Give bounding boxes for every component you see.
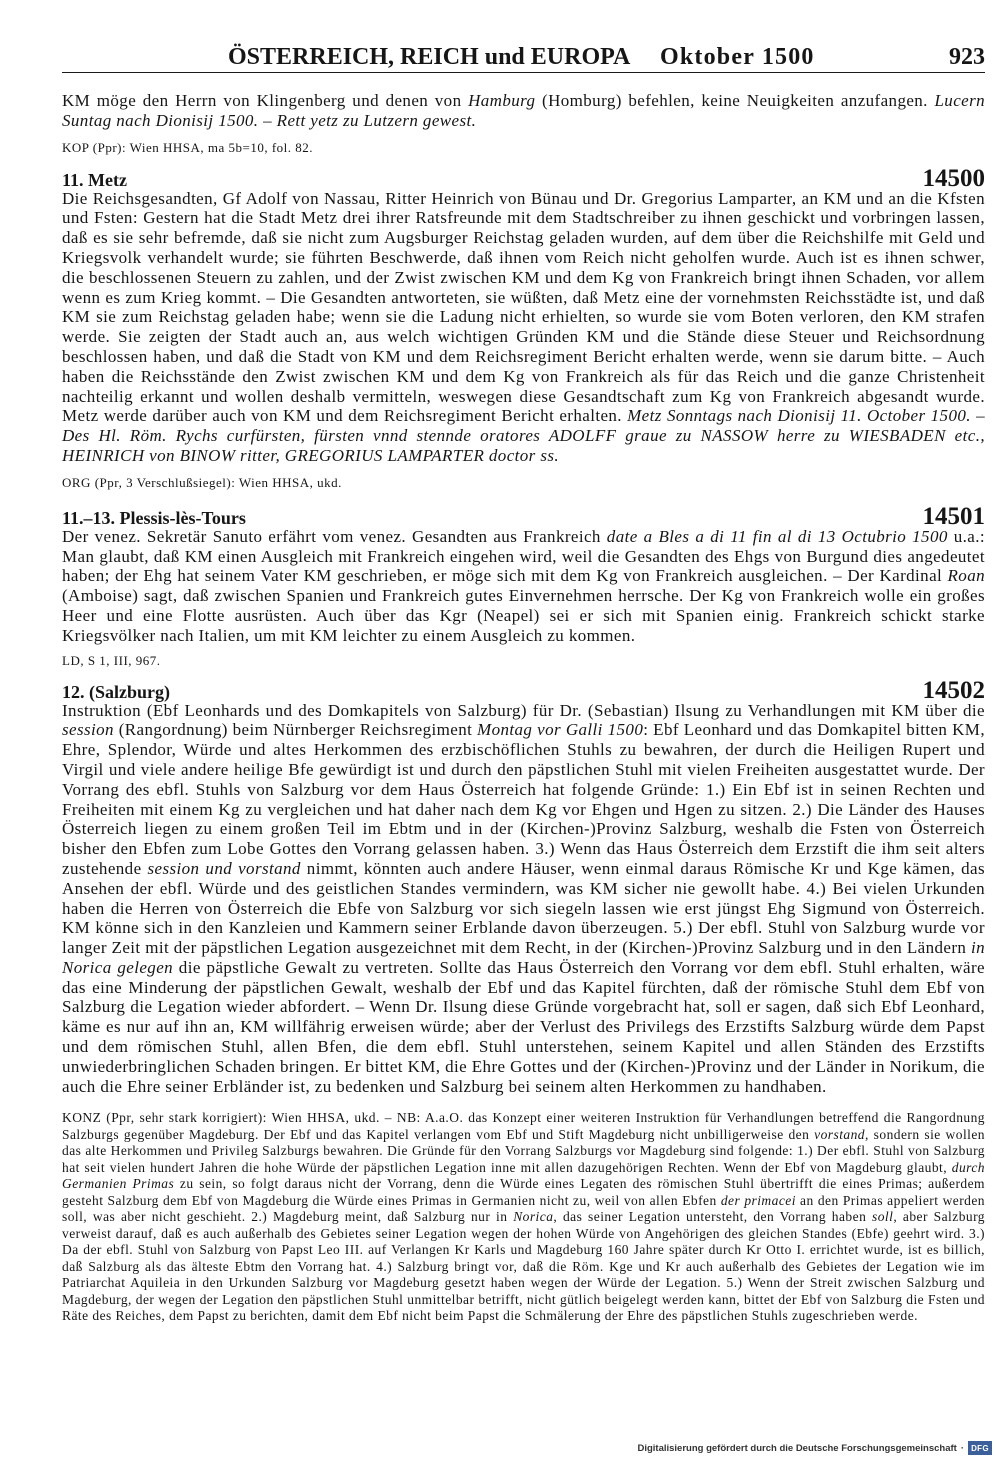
entry-number: 14501 [922, 502, 985, 530]
italic-text-run: session [62, 720, 114, 740]
text-run: nimmt, könnten auch andere Häuser, wenn einmal daraus Römische Kr und Kge kämen, das Ansehen der ebfl. Würde und des geistlichen Standes vermindern, was KM sicher nie gewollt habe. 4.) Bei vielen Urkunden haben die Herren von Österreich die Ebfe von Salzburg vor sich siegeln lassen wie erst jüngst Ehg Sigmund von Österreich. KM könne sich in den Kanzleien und Kammern seiner Erblande davon überzeugen. 5.) Der ebfl. Stuhl von Salzburg wurde vor langer Zeit mit der päpstlichen Legation ausgezeichnet mit dem Recht, in der (Kirchen-)Provinz Salzburg und in den Ländern [62, 858, 985, 958]
text-run: an den Primas appeliert werden soll, was aber nicht geschieht. 2.) Magdeburg meint, daß Salzburg nur in [62, 1192, 986, 1225]
page-number: 923 [949, 44, 985, 70]
text-run: u.a.: Man glaubt, daß KM einen Ausgleich mit Frankreich eingehen wird, weil die Gesandten des Ehgs von Burgund dies angedeutet haben; der Ehg hat seinem Vater KM geschrieben, er möge sich mit dem Kg von Frankreich ausgleichen. – Der Kardinal [62, 526, 985, 586]
funding-footer [637, 1441, 992, 1455]
italic-text-run: Hamburg [468, 91, 536, 110]
entry-date-place: 11. Metz [62, 169, 127, 190]
italic-text-run: durch Germanien Primas [62, 1159, 985, 1192]
text-run: (Amboise) sagt, daß zwischen Spanien und Frankreich gutes Einvernehmen herrsche. Der Kg von Frankreich wolle ein großes Heer und eine Flotte ausrüsten. Auch über das Kgr (Neapel) sei er sich mit Spanien einig. Frankreich schickt starke Kriegsvölker nach Italien, um mit KM leichter zu einem Ausgleich zu kommen. [62, 586, 985, 645]
source-reference: LD, S 1, III, 967. [62, 652, 161, 668]
italic-text-run: Lucern Suntag nach Dionisij 1500. – Rett yetz zu Lutzern gewest. [62, 91, 985, 130]
italic-text-run: Roan [947, 566, 985, 586]
entry-text [62, 527, 985, 646]
italic-text-run: vorstand [814, 1126, 866, 1142]
italic-text-run: soll [872, 1209, 894, 1225]
text-run: Die Reichsgesandten, Gf Adolf von Nassau, Ritter Heinrich von Bünau und Dr. Gregorius Lamparter, an KM und an die Kfsten und Fsten: Gestern hat die Stadt Metz drei ihrer Ratsfreunde mit dem Stadtschreiber zu ihnen geschickt und vorbringen lassen, daß es sie sehr befremde, daß sie nicht zum Augsburger Reichstag geladen wurden, auf dem über die Reichshilfe mit Geld und Kriegsvolk verhandelt wurde; sie führten Beschwerde, daß ihnen vom Reich nicht geholfen wurde. Auch ist es ihnen schwer, die beschlossenen Steuern zu zahlen, und der Zwist zwischen KM und dem Kg von Frankreich bringt ihnen Schaden, vor allem wenn es zum Krieg kommt. – Die Gesandten antworteten, sie wüßten, daß Metz eine der vornehmsten Reichsstädte ist, und daß KM sie zum Reichstag geladen habe; wenn sie die Ladung nicht erhielten, so wurde sie vom Boten verloren, den KM strafen werde. Sie zeigten der Stadt auch an, aus welch wichtigen Gründen KM und die Stände diese Steuer und Reichsordnung beschlossen haben, und daß die Stadt von KM und dem Reichsregiment Bericht erhalten werde, wenn sie darum bitte. – Auch haben die Reichsstände den Zwist zwischen KM und dem Kg von Frankreich als für das Reich und die ganze Christenheit nachteilig erkannt und wollen deshalb vermitteln, weswegen diese Gesandtschaft zum Kg von Frankreich abgesandt wurde. Metz werde darüber auch von KM und dem Reichsregiment Bericht erhalten. [62, 188, 985, 426]
entry-heading [62, 164, 985, 192]
page-content [62, 91, 985, 1325]
italic-text-run: Metz Sonntags nach Dionisij 11. October 1500. – Des Hl. Röm. Rychs curfürsten, fürsten vnnd stennde oratores ADOLFF graue zu NASSOW herre zu WIESBADEN etc., HEINRICH von BINOW ritter, GREGORIUS LAMPARTER doctor ss. [62, 406, 985, 465]
text-run: Der venez. Sekretär Sanuto erfährt vom venez. Gesandten aus Frankreich [62, 526, 607, 546]
entry-text [62, 701, 985, 1097]
italic-text-run: date a Bles a di 11 fin al di 13 Octubrio 1500 [606, 526, 948, 546]
text-run: die päpstliche Gewalt zu vertreten. Sollte das Haus Österreich den Vorrang vor dem ebfl. Stuhl erhalten, wäre das eine Minderung der päpstlichen Gewalt, weshalb der Ebf und das Kapitel fürchten, daß der römische Stuhl dem Ebf von Salzburg die Legation wieder abfordert. – Wenn Dr. Ilsung diese Gründe vorgebracht hat, soll er sagen, daß sich Ebf Leonhard, käme es nur auf ihn an, KM willfährig erweisen würde; aber der Verlust des Privilegs des Erzstifts Salzburg würde dem Papst und dem römischen Stuhl, allen Bfen, die dem ebfl. Stuhl unterstehen, seinem Kapitel und allen Ständen des Erzstifts unwiederbringlichen Schaden bringen. Er bittet KM, die Ehre Gottes und der (Kirchen-)Provinz und der Länder in Norikum, die auch die Ehre seiner Erbländer ist, zu bedenken und Salzburg bei seinem alten Herkommen zu handhaben. [62, 957, 985, 1096]
text-run: (Rangordnung) beim Nürnberger Reichsregiment [113, 720, 478, 740]
dfg-logo-text: DFG [971, 1443, 989, 1453]
entry-text [62, 189, 985, 466]
text-run: (Homburg) befehlen, keine Neuigkeiten anzufangen. [535, 91, 935, 110]
dfg-logo-icon [968, 1441, 992, 1455]
entry-number: 14502 [922, 676, 985, 704]
entry-note [62, 1110, 985, 1325]
text-run: KONZ (Ppr, sehr stark korrigiert): Wien HHSA, ukd. – NB: A.a.O. das Konzept einer weiteren Instruktion für Verhandlungen betreffend die Rangordnung Salzburgs gegenüber Magdeburg. Der Ebf und das Kapitel verlangen vom Ebf und Stift Magdeburg nicht unbilligerweise den [62, 1110, 985, 1142]
text-run: : Ebf Leonhard und das Domkapitel bitten KM, Ehre, Splendor, Würde und altes Herkommen des erzbischöflichen Stuhls zu bewahren, der durch die Heiligen Rupert und Virgil und viele andere heilige Bfe gewürdigt ist und durch den päpstlichen Stuhl mit vielen Freiheiten ausgestattet wurde. Der Vorrang des ebfl. Stuhls von Salzburg vor dem Haus Österreich hat folgende Gründe: 1.) Ein Ebf ist in seinen Rechten und Freiheiten mit einem Kg zu vergleichen und hat daher nach dem Kg vor Ehgen und Hgen zu sitzen. 2.) Die Länder des Hauses Österreich liegen zu einem großen Teil im Ebtm und in der (Kirchen-)Provinz Salzburg, weshalb die Fsten von Österreich bisher den Ebfen zum Lobe Gottes den Vorrang gelassen haben. 3.) Wenn das Haus Österreich dem Erzstift die ihm seit alters zustehende [62, 720, 985, 878]
entry-date-place: 11.–13. Plessis-lès-Tours [62, 507, 246, 528]
text-run: zu sein, so folgt daraus nicht der Vorrang, denn die Würde eines Legaten des römischen Stuhl übertrifft die eines Primas; außerdem gesteht Salzburg dem Ebf von Magdeburg die Würde eines Primas in Germanien nicht zu, weil von allen Ebfen [62, 1176, 985, 1208]
running-head [62, 43, 985, 73]
continuation-paragraph [62, 91, 985, 131]
entry-date-place: 12. (Salzburg) [62, 681, 170, 702]
entry-heading [62, 676, 985, 704]
source-reference: ORG (Ppr, 3 Verschlußsiegel): Wien HHSA, ukd. [62, 474, 342, 490]
italic-text-run: session und vorstand [147, 858, 301, 878]
running-head-date: Oktober 1500 [660, 44, 815, 70]
text-run: , aber Salzburg verweist darauf, daß es auch außerhalb des Gebietes seiner Legation wegen der hohen Würde von Angehörigen des gleichen Standes (Ebfe) geehrt wird. 3.) Da der ebfl. Stuhl von Salzburg von Papst Leo III. auf Verlangen Kr Karls und Magdeburg 160 Jahre später durch Kr Otto I. errichtet wurde, ist es billich, daß Salzburg als das älteste Ebtm den Vorrang hat. 4.) Salzburg bringt vor, daß die Röm. Kge und Kr auch außerhalb des Gebietes der Legation wie im Patriarchat Aquileia in den Urkunden Salzburg vor Magdeburg gesetzt haben wegen der Würde der Legation. 5.) Wenn der Streit zwischen Salzburg und Magdeburg, der wegen der Legation den päpstlichen Stuhl unmittelbar betrifft, nicht gütlich beigelegt werden kann, bittet der Ebf von Salzburg die Fsten und Räte des Reiches, dem Papst zu berichten, damit dem Ebf nicht beim Papst die Schmälerung der Ehre des päpstlichen Stuhls zugeschrieben werde. [62, 1209, 985, 1324]
entry-number: 14500 [922, 164, 985, 192]
text-run: , sondern sie wollen das alte Herkommen und Privileg Salzburgs bewahren. Die Gründe für den Vorrang Salzburgs vor Magdeburg sind folgende: 1.) Der ebfl. Stuhl von Salzburg hat seit vielen hundert Jahren die hohe Würde der päpstlichen Legation inne mit allen dazugehörigen Rechten. Wenn der Ebf von Magdeburg glaubt, [62, 1126, 985, 1175]
italic-text-run: Norica [513, 1209, 554, 1225]
italic-text-run: in Norica gelegen [62, 938, 985, 977]
running-head-title: ÖSTERREICH, REICH und EUROPA [228, 44, 631, 70]
italic-text-run: Montag vor Galli 1500 [477, 720, 644, 740]
text-run: KM möge den Herrn von Klingenberg und denen von [62, 91, 469, 110]
text-run: Instruktion (Ebf Leonhards und des Domkapitels von Salzburg) für Dr. (Sebastian) Ilsung zu Verhandlungen mit KM über die [62, 700, 985, 720]
text-run: , das seiner Legation untersteht, den Vorrang haben [553, 1209, 873, 1225]
source-reference: KOP (Ppr): Wien HHSA, ma 5b=10, fol. 82. [62, 139, 314, 155]
footer-separator: · [960, 1442, 964, 1454]
entry-heading [62, 502, 985, 530]
italic-text-run: der primacei [720, 1192, 796, 1208]
footer-text: Digitalisierung gefördert durch die Deutsche Forschungsgemeinschaft [637, 1442, 957, 1454]
